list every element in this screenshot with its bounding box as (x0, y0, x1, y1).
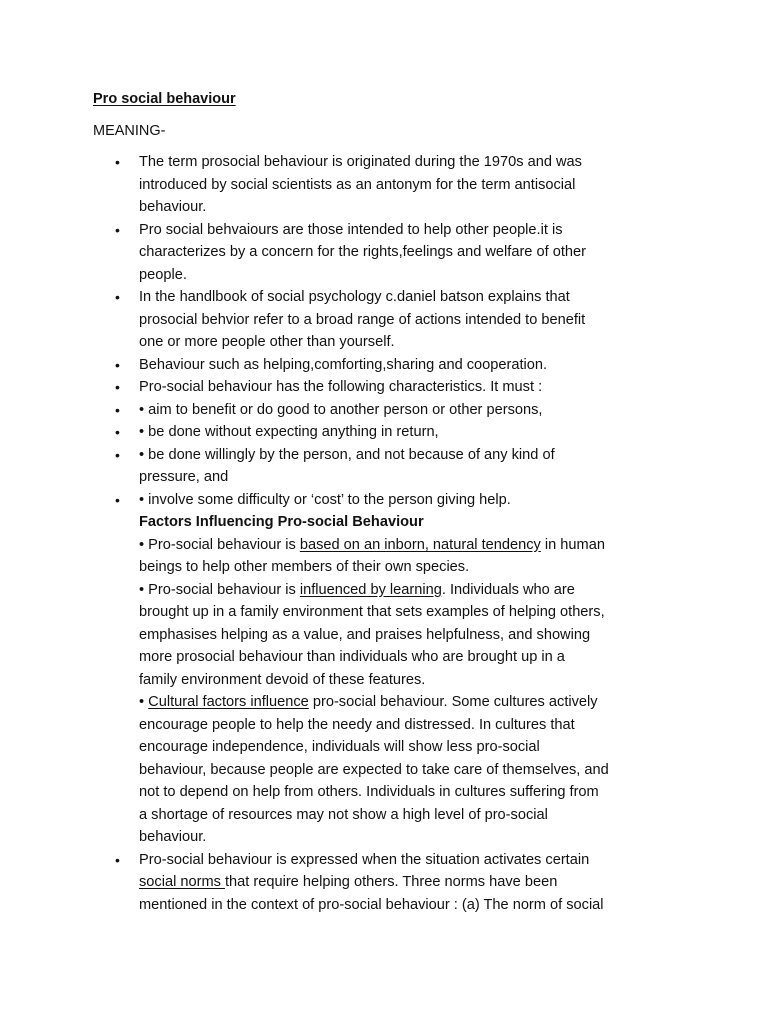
text-line (139, 804, 699, 827)
bullet-line (115, 354, 699, 377)
text-line (139, 691, 699, 714)
document-title: Pro social behaviour (93, 91, 236, 107)
text-line (139, 511, 699, 534)
bullet-icon: • (115, 356, 120, 373)
text-span: introduced by social scientists as an antonym for the term antisocial (139, 176, 576, 193)
text-span: Behaviour such as helping,comforting,sharing and cooperation. (139, 356, 548, 373)
underlined-text: based on an inborn, natural tendency (299, 536, 541, 553)
text-span: • be done willingly by the person, and not because of any kind of (139, 446, 555, 463)
text-line (139, 826, 699, 849)
bullet-line (115, 421, 699, 444)
bullet-line (115, 849, 699, 872)
bullet-icon: • (115, 424, 120, 440)
underlined-text: Cultural factors influence (148, 694, 309, 710)
bullet-icon: • (115, 221, 120, 238)
text-span: mentioned in the context of pro-social behaviour : (a) The norm of social (139, 896, 604, 913)
text-line (139, 714, 699, 737)
text-line (139, 196, 699, 219)
text-span: • Pro-social behaviour is (139, 536, 300, 553)
section-heading: Factors Influencing Pro-social Behaviour (139, 514, 424, 530)
text-span: behaviour. (139, 199, 207, 215)
text-span: brought up in a family environment that sets examples of helping others, (139, 604, 605, 620)
underlined-text: influenced by learning (299, 581, 442, 598)
text-span: beings to help other members of their own species. (139, 559, 470, 575)
meaning-label: MEANING- (93, 123, 166, 139)
text-span: emphasises helping as a value, and praises helpfulness, and showing (139, 626, 591, 643)
text-span: behaviour, because people are expected to take care of themselves, and (139, 761, 609, 778)
text-line (139, 759, 699, 782)
text-line (139, 894, 699, 917)
text-line (139, 174, 699, 197)
text-span: in human (540, 536, 605, 553)
text-span: In the handlbook of social psychology c.daniel batson explains that (139, 289, 570, 305)
text-span: Pro social behvaiours are those intended to help other people.it is (139, 221, 563, 238)
bullet-line (115, 444, 699, 467)
text-span: • involve some difficulty or ‘cost’ to the person giving help. (139, 491, 511, 508)
text-span: that require helping others. Three norms have been (224, 874, 558, 890)
text-span: . Individuals who are (441, 581, 575, 598)
text-line (139, 646, 699, 669)
bullet-icon: • (115, 401, 120, 418)
bullet-line (115, 399, 699, 422)
text-line (139, 579, 699, 602)
text-line (139, 534, 699, 557)
text-span: family environment devoid of these features. (139, 671, 426, 688)
text-span: behaviour. (139, 829, 207, 845)
underlined-text: social norms (139, 874, 225, 890)
bullet-icon: • (115, 446, 120, 463)
text-line (139, 466, 699, 489)
text-line (139, 736, 699, 759)
text-span: pro-social behaviour. Some cultures actively (308, 694, 598, 710)
bullet-icon: • (115, 379, 120, 395)
text-line (139, 781, 699, 804)
text-line (139, 331, 699, 354)
text-span: not to depend on help from others. Individuals in cultures suffering from (139, 784, 599, 800)
bullet-icon: • (115, 154, 120, 170)
bullet-line (115, 489, 699, 512)
text-line (139, 871, 699, 894)
bullet-line (115, 219, 699, 242)
bullet-line (115, 286, 699, 309)
text-line (139, 264, 699, 287)
document-body (115, 151, 699, 916)
bullet-icon: • (115, 491, 120, 508)
text-span: encourage people to help the needy and distressed. In cultures that (139, 716, 575, 733)
text-line (139, 309, 699, 332)
text-span: characterizes by a concern for the rights,feelings and welfare of other (139, 244, 586, 260)
text-span: more prosocial behaviour than individuals who are brought up in a (139, 649, 565, 665)
text-line (139, 624, 699, 647)
text-span: people. (139, 266, 187, 283)
text-line (139, 601, 699, 624)
text-span: pressure, and (139, 469, 229, 485)
text-span: The term prosocial behaviour is originated during the 1970s and was (139, 154, 582, 170)
text-span: prosocial behvior refer to a broad range of actions intended to benefit (139, 311, 586, 328)
text-span: • be done without expecting anything in return, (139, 424, 439, 440)
text-span: Pro-social behaviour has the following characteristics. It must : (139, 379, 543, 395)
text-span: • Pro-social behaviour is (139, 581, 300, 598)
text-line (139, 241, 699, 264)
bullet-icon: • (115, 289, 120, 305)
text-span: one or more people other than yourself. (139, 334, 395, 350)
bullet-line (115, 376, 699, 399)
text-span: Pro-social behaviour is expressed when the situation activates certain (139, 851, 590, 868)
text-span: a shortage of resources may not show a high level of pro-social (139, 806, 548, 823)
bullet-icon: • (115, 851, 120, 868)
text-line (139, 669, 699, 692)
text-span: • (139, 694, 149, 710)
text-span: • aim to benefit or do good to another person or other persons, (139, 401, 543, 418)
bullet-line (115, 151, 699, 174)
text-line (139, 556, 699, 579)
text-span: encourage independence, individuals will show less pro-social (139, 739, 540, 755)
